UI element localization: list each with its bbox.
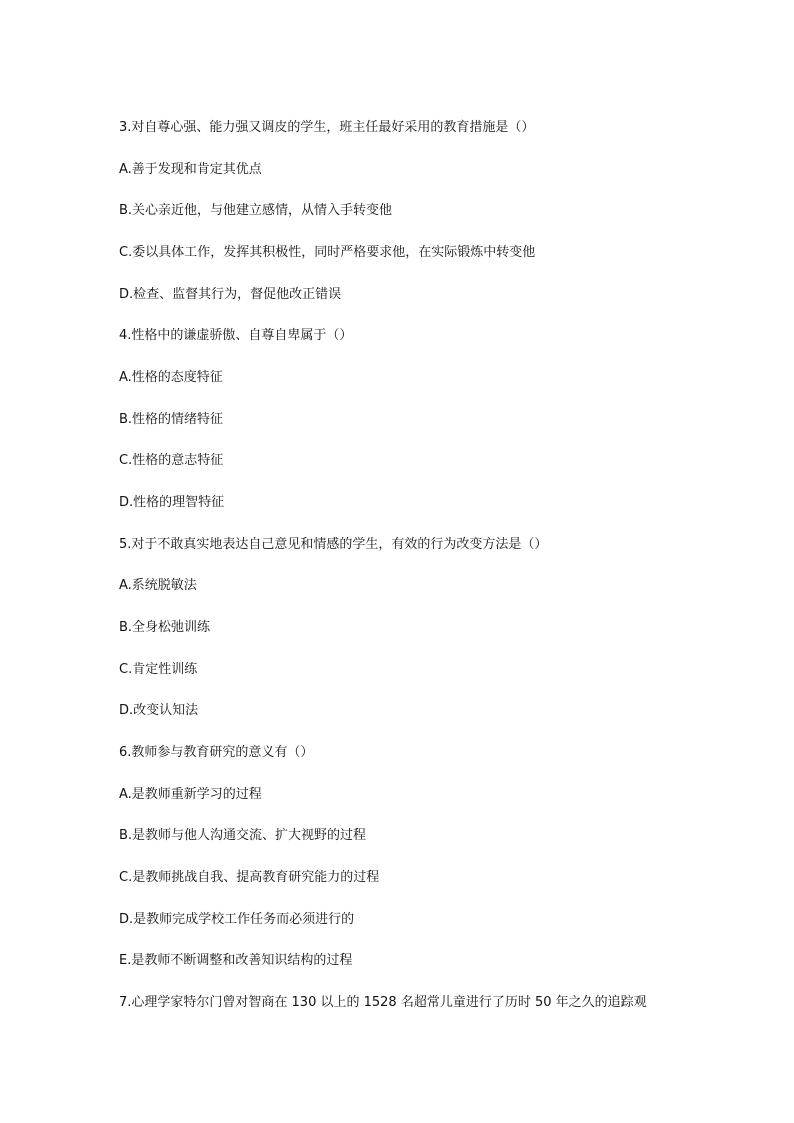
question-3-option-a: A.善于发现和肯定其优点 bbox=[119, 162, 262, 177]
question-5-option-d: D.改变认知法 bbox=[119, 703, 199, 718]
question-6-option-b: B.是教师与他人沟通交流、扩大视野的过程 bbox=[119, 828, 367, 843]
question-4-stem: 4.性格中的谦虚骄傲、自尊自卑属于（） bbox=[119, 328, 353, 343]
question-3-stem: 3.对自尊心强、能力强又调皮的学生，班主任最好采用的教育措施是（） bbox=[119, 120, 535, 135]
question-7-stem: 7.心理学家特尔门曾对智商在 130 以上的 1528 名超常儿童进行了历时 50 年之久的追踪观 bbox=[119, 995, 647, 1010]
question-6-option-e: E.是教师不断调整和改善知识结构的过程 bbox=[119, 953, 353, 968]
question-6-option-d: D.是教师完成学校工作任务而必须进行的 bbox=[119, 912, 355, 927]
question-3-option-c: C.委以具体工作，发挥其积极性，同时严格要求他，在实际锻炼中转变他 bbox=[119, 245, 536, 260]
question-3-option-d: D.检查、监督其行为，督促他改正错误 bbox=[119, 287, 342, 302]
question-5-option-c: C.肯定性训练 bbox=[119, 662, 198, 677]
question-6-stem: 6.教师参与教育研究的意义有（） bbox=[119, 745, 314, 760]
question-5-option-a: A.系统脱敏法 bbox=[119, 578, 197, 593]
question-5-option-b: B.全身松弛训练 bbox=[119, 620, 211, 635]
question-5-stem: 5.对于不敢真实地表达自己意见和情感的学生，有效的行为改变方法是（） bbox=[119, 537, 548, 552]
question-4-option-d: D.性格的理智特征 bbox=[119, 495, 225, 510]
question-4-option-b: B.性格的情绪特征 bbox=[119, 412, 224, 427]
question-6-option-a: A.是教师重新学习的过程 bbox=[119, 787, 262, 802]
question-4-option-c: C.性格的意志特征 bbox=[119, 453, 224, 468]
question-4-option-a: A.性格的态度特征 bbox=[119, 370, 223, 385]
question-6-option-c: C.是教师挑战自我、提高教育研究能力的过程 bbox=[119, 870, 380, 885]
question-3-option-b: B.关心亲近他，与他建立感情，从情入手转变他 bbox=[119, 203, 393, 218]
